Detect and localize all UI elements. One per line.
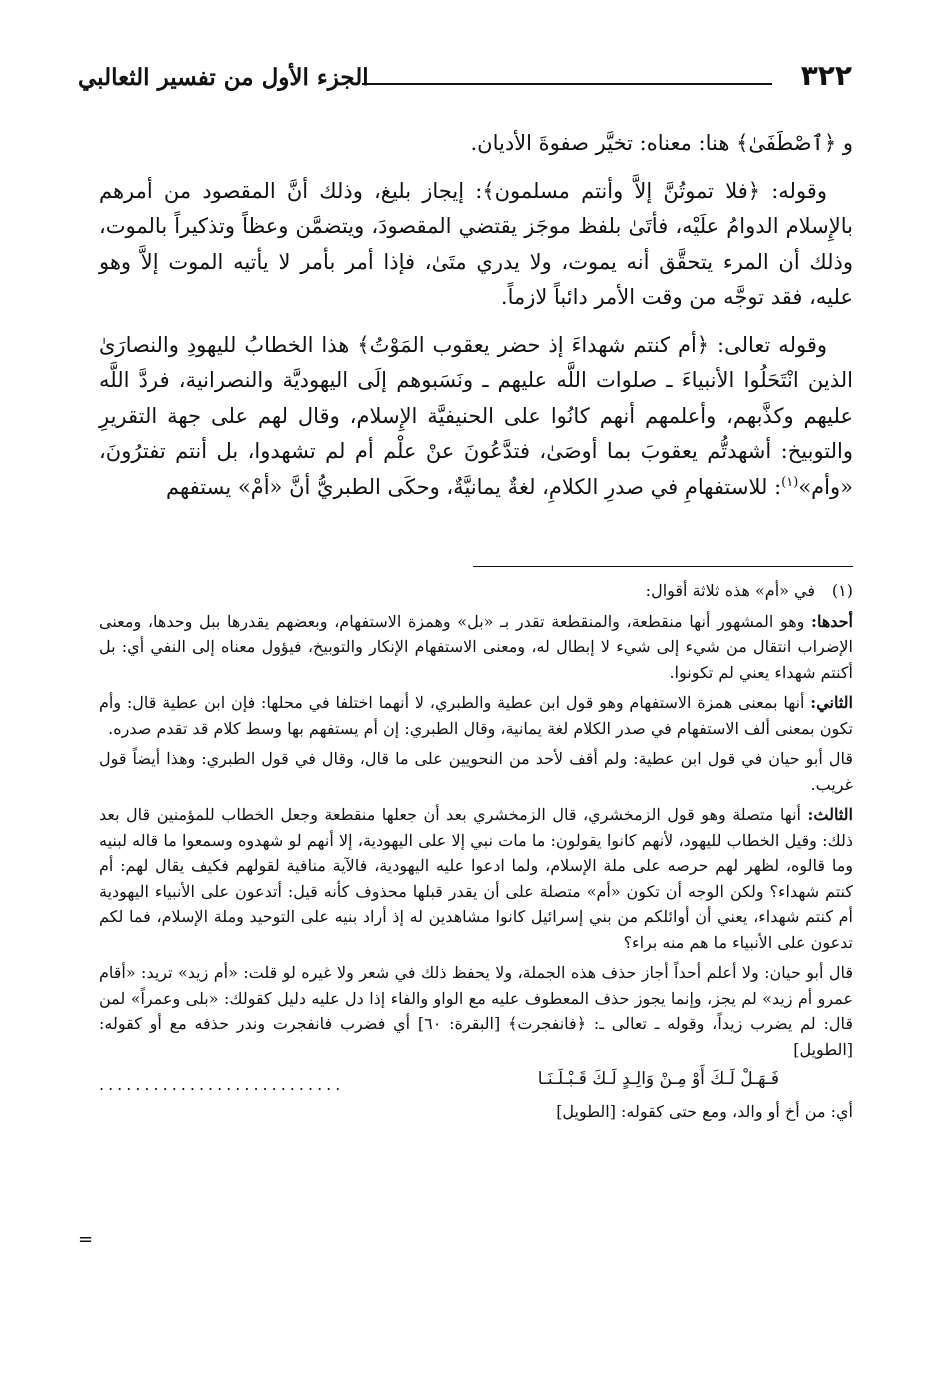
paragraph [99, 328, 853, 506]
page-header [78, 56, 852, 102]
paragraph-text: : للاستفهامِ في صدرِ الكلامِ، لغةٌ يمانيَّةٌ، وحكَى الطبريُّ أنَّ «أمْ» يستفهم [166, 474, 782, 499]
paragraph: و ﴿ٱصْطَفَىٰ﴾ هنا: معناه: تخيَّر صفوةَ الأديان. [470, 131, 853, 155]
footnote-item [99, 690, 853, 741]
footnotes [99, 578, 853, 1130]
running-title: الجزء الأول من تفسير الثعالبي [78, 64, 369, 91]
footnote-item-text: قال أبو حيان في قول ابن عطية: ولم أقف لأحد من النحويين على ما قال، وقال في قول الطبري: وهذا أيضاً قول غريب. [99, 749, 853, 794]
footnote-item-text: أنها بمعنى همزة الاستفهام وهو قول ابن عطية والطبري، لا أنهما اختلفا في محلها: فإن ابن عطية قال: وأم تكون بمعنى ألف الاستفهام في صدر الكلام لغة يمانية، وقال الطبري: إن أم يستفهم بها وسط كلام قد تقدم صدره. [99, 693, 853, 738]
footnote-number: (١) [831, 581, 853, 600]
footnote-last-line: أي: من أخ أو والد، ومع حتى كقوله: [الطويل] [556, 1102, 853, 1121]
footnote-item-text: وهو المشهور أنها منقطعة، والمنقطعة تقدر بـ «بل» وهمزة الاستفهام، وبعضهم يقدرها ببل وحدها، ومعنى الإضراب انتقال من شيء إلى شيء لا إبطال له، ومعنى الاستفهام الإنكار والتوبيخ، فيؤول معناه إلى النفي أي: بل أكنتم شهداء يعني لم تكونوا. [99, 611, 853, 682]
paragraph-text: وقوله تعالى: ﴿أم كنتم شهداءَ إذ حضر يعقوب المَوْتُ﴾ هذا الخطابُ لليهودِ والنصارَىٰ الذين انْتَحَلُوا الأنبياءَ ـ صلوات اللَّه عليهم ـ ونَسَبوهم إلَى اليهوديَّة والنصرانية، فردَّ اللَّه عليهم وكذَّبهم، وأعلمهم أنهم كانُوا على الحنيفيَّة الإِسلام، وقال لهم على جهة التقريرِ والتوبيخ: أشهدتُّم يعقوبَ بما أوصَىٰ، فتدَّعُونَ عنْ علْم أم لم تشهدوا، بل أنتم تفترُونَ، «وأم» [99, 332, 853, 499]
verse-line [99, 1067, 853, 1096]
footnote-intro [99, 578, 853, 604]
main-text [99, 126, 853, 517]
verse-dots: ........................... [99, 1075, 345, 1094]
footnote-item-label: الثالث: [807, 805, 853, 824]
footnote-item [99, 746, 853, 797]
page-number: ٣٢٢ [800, 59, 852, 92]
continuation-mark: = [78, 1229, 94, 1250]
verse-text: فَـهَـلْ لَـكَ أَوْ مِـنْ وَالِـدٍ لَـكَ قَـبْـلَـنَـا [537, 1069, 779, 1089]
footnote-intro-text: في «أم» هذه ثلاثة أقوال: [645, 581, 815, 600]
footnote-item-text: أنها متصلة وهو قول الزمخشري، قال الزمخشري بعد أن جعلها منقطعة وجعل الخطاب للمؤمنين قال بعد ذلك: وقيل الخطاب لليهود، لأنهم كانوا يقولون: ما مات نبي إلا على اليهودية، إلا أنهم لو شهدوه وسمعوا ما قاله لبنيه وما قالوه، لظهر لهم حرصه على ملة الإسلام، ولما ادعوا عليه اليهودية، فالآية منافية لقولهم فكيف يقال لهم: أم كنتم شهداء؟ ولكن الوجه أن تكون «أم» متصلة على أن يقدر قبلها محذوف كأنه قيل: أتدعون على الأنبياء اليهودية أم كنتم شهداء، يعني أن أوائلكم من بني إسرائيل كانوا مشاهدين له إذ أراد بنيه على التوحيد وملة الإسلام، فما لكم تدعون على الأنبياء ما هم منه براء؟ [99, 805, 854, 952]
footnote-item-text: قال أبو حيان: ولا أعلم أحداً أجاز حذف هذه الجملة، ولا يحفظ ذلك في شعر ولا غيره لو قلت: «أم زيد» تريد: «أقام عمرو أم زيد» لم يجز، وإنما يجوز حذف المعطوف عليه مع الواو والفاء إذا دل عليه دليل كقولك: «بلى وعمراً» لمن قال: لم يضرب زيداً، وقوله ـ تعالى ـ: ﴿فانفجرت﴾ [البقرة: ٦٠] أي فضرب فانفجرت وندر حذفه مع أو كقوله: [الطويل] [99, 963, 854, 1059]
footnote-item [99, 802, 853, 955]
footnote-item [99, 609, 853, 686]
footnote-marker[interactable]: (١) [781, 474, 799, 490]
footnote-item-label: الثاني: [810, 693, 853, 712]
header-rule [362, 83, 772, 85]
footnote-separator [473, 566, 853, 567]
paragraph: وقوله: ﴿فلا تموتُنَّ إلاَّ وأنتم مسلمون﴾: إيجاز بليغ، وذلك أنَّ المقصود من أمرهم بالإِسلام الدوامُ علَيْه، فأتَىٰ بلفظ موجَز يقتضي المقصودَ، ويتضمَّن وعظاً وتذكيراً بالموت، وذلك أن المرء يتحقَّق أنه يموت، ولا يدري متَىٰ، فإذا أمر بأمر لا يأتيه الموت إلاَّ وهو عليه، فقد توجَّه من وقت الأمر دائباً لازماً. [99, 178, 853, 309]
footnote-item [99, 960, 853, 1062]
footnote-item-label: أحدها: [811, 611, 853, 631]
